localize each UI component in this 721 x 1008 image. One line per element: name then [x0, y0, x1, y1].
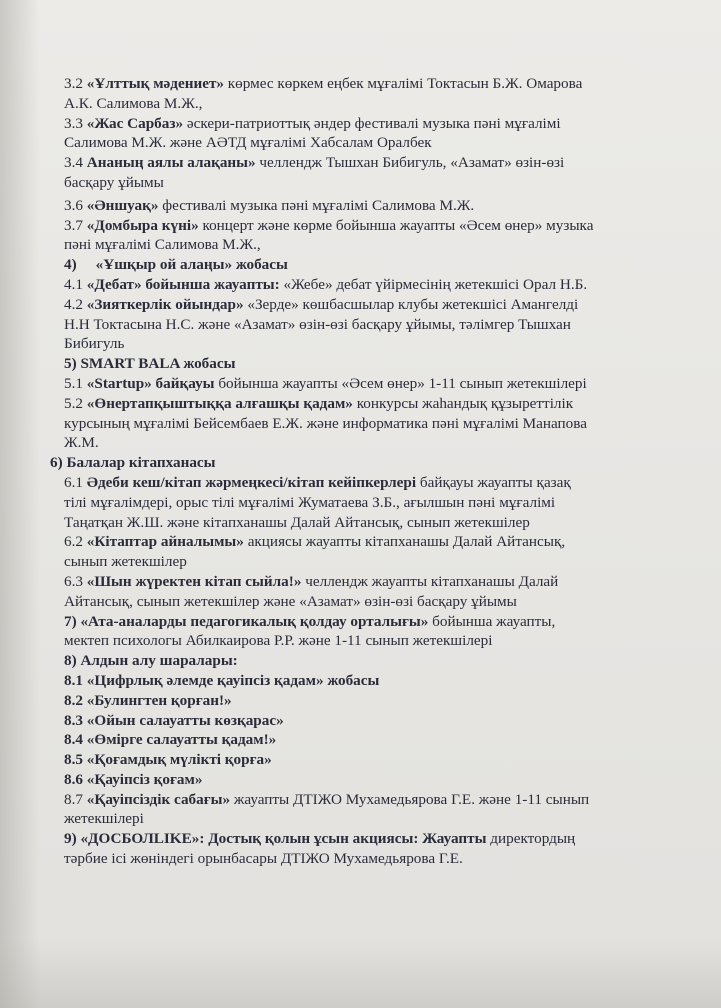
line-3-6: 3.6 «Әншуақ» фестивалі музыка пәні мұғалімі Салимова М.Ж. — [64, 196, 475, 214]
heading-9: 9) «ДОСБОЛLIKE»: Достық қолын ұсын акциясы: Жауапты директордың — [64, 830, 576, 848]
page-shadow-bottom — [0, 938, 721, 1008]
line-7-cont: мектеп психологы Абилкаирова Р.Р. және 1-11 сынып жетекшілері — [64, 632, 493, 650]
line-6-1-cont2: Таңатқан Ж.Ш. және кітапханашы Далай Айтансық, сынып жетекшілер — [64, 513, 530, 531]
line-6-1-cont1: тілі мұғалімдері, орыс тілі мұғалімі Жуматаева З.Б., ағылшын пәні мұғалімі — [64, 493, 556, 511]
line-3-4: 3.4 Ананың аялы алақаны» челлендж Тышхан Бибигуль, «Азамат» өзін-өзі — [64, 154, 565, 172]
line-3-3-cont: Салимова М.Ж. және АӘТД мұғалімі Хабсалам Оралбек — [64, 134, 432, 152]
line-8-3: 8.3 «Ойын салауатты көзқарас» — [64, 711, 284, 729]
heading-7: 7) «Ата-аналарды педагогикалық қолдау орталығы» бойынша жауапты, — [64, 612, 556, 630]
heading-8: 8) Алдын алу шаралары: — [64, 652, 238, 670]
line-6-1: 6.1 Әдеби кеш/кітап жәрмеңкесі/кітап кейіпкерлері байқауы жауапты қазақ — [64, 473, 571, 491]
line-4-2-cont2: Бибигуль — [64, 335, 125, 353]
heading-5: 5) SMART BALA жобасы — [64, 355, 236, 373]
line-5-1: 5.1 «Startup» байқауы бойынша жауапты «Әсем өнер» 1-11 сынып жетекшілері — [64, 374, 587, 392]
line-3-2-cont: А.К. Салимова М.Ж., — [64, 94, 203, 112]
line-8-5: 8.5 «Қоғамдық мүлікті қорға» — [64, 751, 272, 769]
line-9-cont: тәрбие ісі жөніндегі орынбасары ДТІЖО Мухамедьярова Г.Е. — [64, 850, 463, 868]
heading-4: 4) «Ұшқыр ой алаңы» жобасы — [64, 256, 288, 274]
line-3-4-cont: басқару ұйымы — [64, 173, 164, 191]
line-4-2-cont1: Н.Н Токтасына Н.С. және «Азамат» өзін-өзі басқару ұйымы, тәлімгер Тышхан — [64, 315, 571, 333]
line-3-3: 3.3 «Жас Сарбаз» әскери-патриоттық әндер фестивалі музыка пәні мұғалімі — [64, 114, 561, 132]
line-8-2: 8.2 «Булингтен қорған!» — [64, 691, 232, 709]
line-6-3-cont: Айтансық, сынып жетекшілер және «Азамат» өзін-өзі басқару ұйымы — [64, 592, 517, 610]
line-4-1: 4.1 «Дебат» бойынша жауапты: «Жебе» дебат үйірмесінің жетекшісі Орал Н.Б. — [64, 275, 588, 293]
line-5-2-cont2: Ж.М. — [64, 434, 99, 452]
line-3-7-cont: пәні мұғалімі Салимова М.Ж., — [64, 236, 261, 254]
line-8-7-cont: жетекшілері — [64, 810, 144, 828]
line-3-2: 3.2 «Ұлттық мәдениет» көрмес көркем еңбек мұғалімі Токтасын Б.Ж. Омарова — [64, 75, 583, 92]
line-8-4: 8.4 «Өмірге салауатты қадам!» — [64, 731, 277, 749]
line-3-7: 3.7 «Домбыра күні» концерт және көрме бойынша жауапты «Әсем өнер» музыка — [64, 216, 594, 234]
line-4-2: 4.2 «Зияткерлік ойындар» «Зерде» көшбасшылар клубы жетекшісі Амангелді — [64, 295, 579, 313]
line-8-6: 8.6 «Қауіпсіз қоғам» — [64, 770, 203, 788]
line-6-3: 6.3 «Шын жүректен кітап сыйла!» челлендж жауапты кітапханашы Далай — [64, 572, 559, 590]
line-6-2-cont: сынып жетекшілер — [64, 553, 187, 571]
line-8-1: 8.1 «Цифрлық әлемде қауіпсіз қадам» жобасы — [64, 671, 380, 689]
line-8-7: 8.7 «Қауіпсіздік сабағы» жауапты ДТІЖО Мухамедьярова Г.Е. және 1-11 сынып — [64, 790, 590, 808]
page-shadow-left — [0, 0, 40, 1008]
line-6-2: 6.2 «Кітаптар айналымы» акциясы жауапты кітапханашы Далай Айтансық, — [64, 533, 566, 551]
heading-6: 6) Балалар кітапханасы — [50, 454, 216, 472]
line-5-2: 5.2 «Өнертапқыштыққа алғашқы қадам» конкурсы жаһандық құзыреттілік — [64, 394, 574, 412]
line-5-2-cont1: курсының мұғалімі Бейсембаев Е.Ж. және информатика пәні мұғалімі Манапова — [64, 414, 587, 432]
